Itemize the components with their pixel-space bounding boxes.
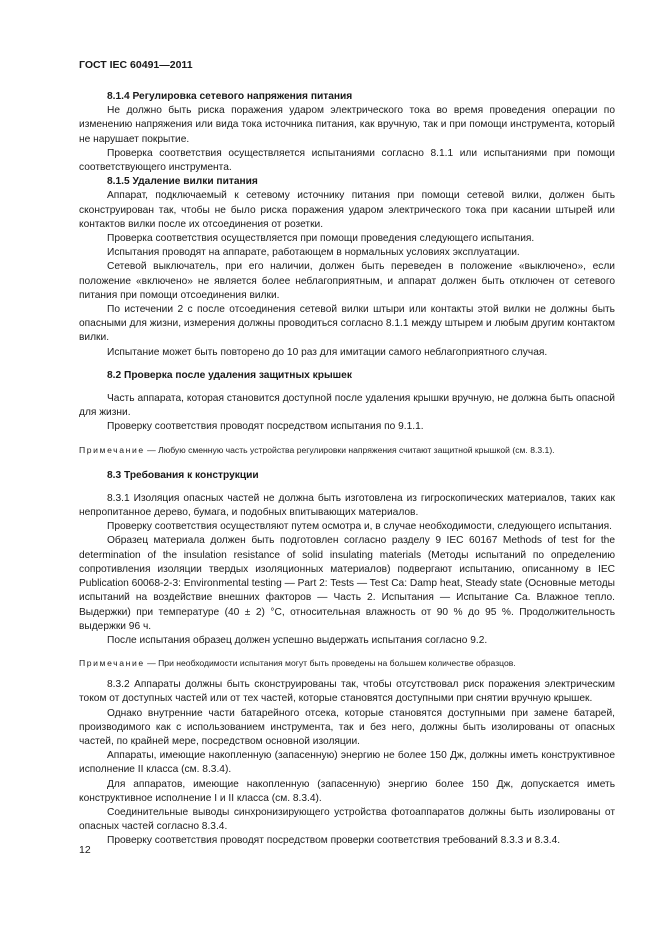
spacer [79,435,615,444]
body-paragraph: Проверку соответствия проводят посредством испытания по 9.1.1. [107,421,424,433]
body-paragraph: Испытания проводят на аппарате, работающем в нормальных условиях эксплуатации. [107,247,520,259]
section-heading: 8.1.4 Регулировка сетевого напряжения питания [107,91,353,102]
body-paragraph: Сетевой выключатель, при его наличии, должен быть переведен в положение «выключено», если положение «включено» не является более неблагоприятным, и аппарат должен быть отключен от сетевого питания при помощи отсоединения вилки. [79,261,615,301]
section-heading: 8.1.5 Удаление вилки питания [107,176,258,188]
body-paragraph: Часть аппарата, которая становится доступной после удаления крышки вручную, не должна быть опасной для жизни. [79,393,615,419]
body-paragraph: Не должно быть риска поражения ударом электрического тока во время проведения операции по изменению напряжения или вида тока источника питания, как вручную, так и при помощи инструмента, который не нарушает покрытие. [79,105,615,145]
note-label: Примечание [79,444,145,455]
spacer [79,483,615,492]
note-text: — При необходимости испытания могут быть проведены на большем количестве образцов. [144,658,516,669]
body-paragraph: 8.3.1 Изоляция опасных частей не должна быть изготовлена из гигроскопических материалов, таких как непропитанное дерево, бумага, и подобных впитывающих материалов. [79,492,615,519]
spacer [79,648,615,657]
body-paragraph: Испытание может быть повторено до 10 раз для имитации самого неблагоприятного случая. [107,346,548,358]
spacer [79,383,615,392]
body-paragraph: Образец материала должен быть подготовлен согласно разделу 9 IEC 60167 Methods of test for the determination of the insulation resistance of solid insulating materials (Методы испытаний по определению сопротивления изоляции твердых изоляционных материалов) подвергают испытанию, описанному в IEC Publication 60068-2-3: Environmental testing — Part 2: Tests — Test Ca: Damp heat, Steady state (Основные методы испытаний на воздействие внешних факторов — Часть 2. Испытания — Испытание Ca. Влажное тепло. Выдержки) при температуре (40 ± 2) °С, относительная влажность от 90 % до 95 %. Продолжительность выдержки 96 ч. [79,535,615,632]
body-paragraph: Проверка соответствия осуществляется при помощи проведения следующего испытания. [107,233,535,245]
section-heading: 8.2 Проверка после удаления защитных крышек [107,369,352,381]
note-text: — Любую сменную часть устройства регулировки напряжения считают защитной крышкой (см. 8.3.1). [144,444,555,455]
note-paragraph [79,444,615,456]
body-paragraph: Проверку соответствия осуществляют путем осмотра и, в случае необходимости, следующего испытания. [107,521,613,533]
document-body [79,90,615,849]
body-paragraph: Аппараты, имеющие накопленную (запасенную) энергию не более 150 Дж, должны иметь конструктивное исполнение II класса (см. 8.3.4). [79,750,615,776]
document-header: ГОСТ IEC 60491—2011 [79,59,193,71]
page-number: 12 [79,844,91,856]
note-paragraph [79,657,615,669]
body-paragraph: Однако внутренние части батарейного отсека, которые становятся доступными при замене батарей, производимого как с использованием инструмента, так и без него, должны быть изолированы от опасных частей, по крайней мере, посредством основной изоляции. [79,707,615,747]
body-paragraph: Соединительные выводы синхронизирующего устройства фотоаппаратов должны быть изолированы от опасных частей согласно 8.3.4. [79,806,615,833]
body-paragraph: Для аппаратов, имеющие накопленную (запасенную) энергию более 150 Дж, допускается иметь конструктивное исполнение I и II класса (см. 8.3.4). [79,778,615,804]
spacer [79,456,615,469]
spacer [79,360,615,369]
body-paragraph: 8.3.2 Аппараты должны быть сконструированы так, чтобы отсутствовал риск поражения электрическим током от доступных частей или от тех частей, которые становятся доступными при снятии вручную крышек. [79,679,615,705]
body-paragraph: Аппарат, подключаемый к сетевому источнику питания при помощи сетевой вилки, должен быть сконструирован так, чтобы не было риска поражения ударом электрического тока при касании штырей или контактов вилки после их отсоединения от розетки. [79,190,615,230]
body-paragraph: Проверка соответствия осуществляется испытаниями согласно 8.1.1 или испытаниями при помощи соответствующего инструмента. [79,147,615,174]
note-label: Примечание [79,658,145,669]
body-paragraph: Проверку соответствия проводят посредством проверки соответствия требований 8.3.3 и 8.3.4. [107,835,561,847]
body-paragraph: После испытания образец должен успешно выдержать испытания согласно 9.2. [107,634,488,646]
section-heading: 8.3 Требования к конструкции [107,469,259,481]
body-paragraph: По истечении 2 с после отсоединения сетевой вилки штыри или контакты этой вилки не должны быть опасными для жизни, измерения должны проводиться согласно 8.1.1 между штырем и любым другим контактом вилки. [79,304,615,344]
spacer [79,669,615,678]
